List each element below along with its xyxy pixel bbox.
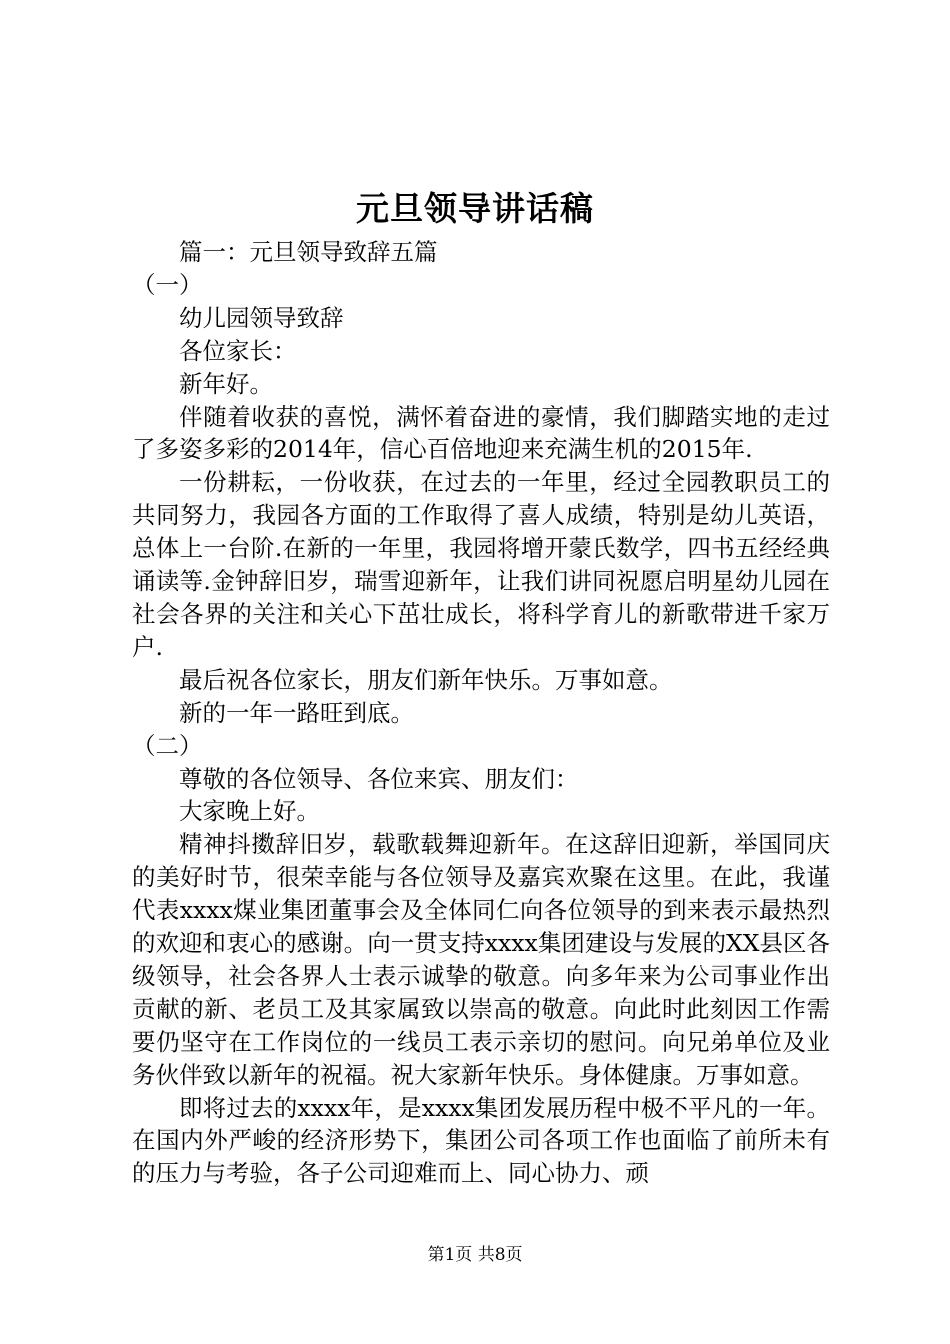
closing-line: 新的一年一路旺到底。	[179, 698, 414, 727]
salutation: 各位家长：	[179, 336, 297, 365]
page-footer: 第1页 共8页	[427, 1245, 523, 1265]
subsection-number: （一）	[132, 270, 203, 299]
body-paragraph: 一份耕耘，一份收获，在过去的一年里，经过全园教职员工的共同努力，我园各方面的工作取得了喜人成绩，特别是幼儿英语，总体上一台阶.在新的一年里，我园将增开蒙氏数学，四书五经经典诵读等.金钟辞旧岁，瑞雪迎新年，让我们讲同祝愿启明星幼儿园在社会各界的关注和关心下茁壮成长，将科学育儿的新歌带进千家万户.	[132, 468, 830, 661]
speech-title: 幼儿园领导致辞	[179, 303, 344, 332]
salutation: 尊敬的各位领导、各位来宾、朋友们：	[179, 764, 579, 793]
document-body	[132, 236, 830, 1190]
greeting: 新年好。	[179, 369, 273, 398]
body-paragraph: 伴随着收获的喜悦，满怀着奋进的豪情，我们脚踏实地的走过了多姿多彩的2014年，信心百倍地迎来充满生机的2015年.	[132, 402, 830, 464]
body-paragraph: 精神抖擞辞旧岁，载歌载舞迎新年。在这辞旧迎新，举国同庆的美好时节，很荣幸能与各位领导及嘉宾欢聚在这里。在此，我谨代表xxxx煤业集团董事会及全体同仁向各位领导的到来表示最热烈的欢迎和衷心的感谢。向一贯支持xxxx集团建设与发展的XX县区各级领导，社会各界人士表示诚挚的敬意。向多年来为公司事业作出贡献的新、老员工及其家属致以崇高的敬意。向此时此刻因工作需要仍坚守在工作岗位的一线员工表示亲切的慰问。向兄弟单位及业务伙伴致以新年的祝福。祝大家新年快乐。身体健康。万事如意。	[132, 830, 830, 1089]
section-heading: 篇一：元旦领导致辞五篇	[179, 238, 438, 266]
document-title: 元旦领导讲话稿	[356, 189, 594, 228]
body-paragraph: 即将过去的xxxx年，是xxxx集团发展历程中极不平凡的一年。在国内外严峻的经济形势下，集团公司各项工作也面临了前所未有的压力与考验，各子公司迎难而上、同心协力、顽	[132, 1093, 830, 1188]
closing-line: 最后祝各位家长，朋友们新年快乐。万事如意。	[179, 665, 673, 694]
greeting: 大家晚上好。	[179, 797, 320, 826]
subsection-number: （二）	[132, 731, 203, 760]
